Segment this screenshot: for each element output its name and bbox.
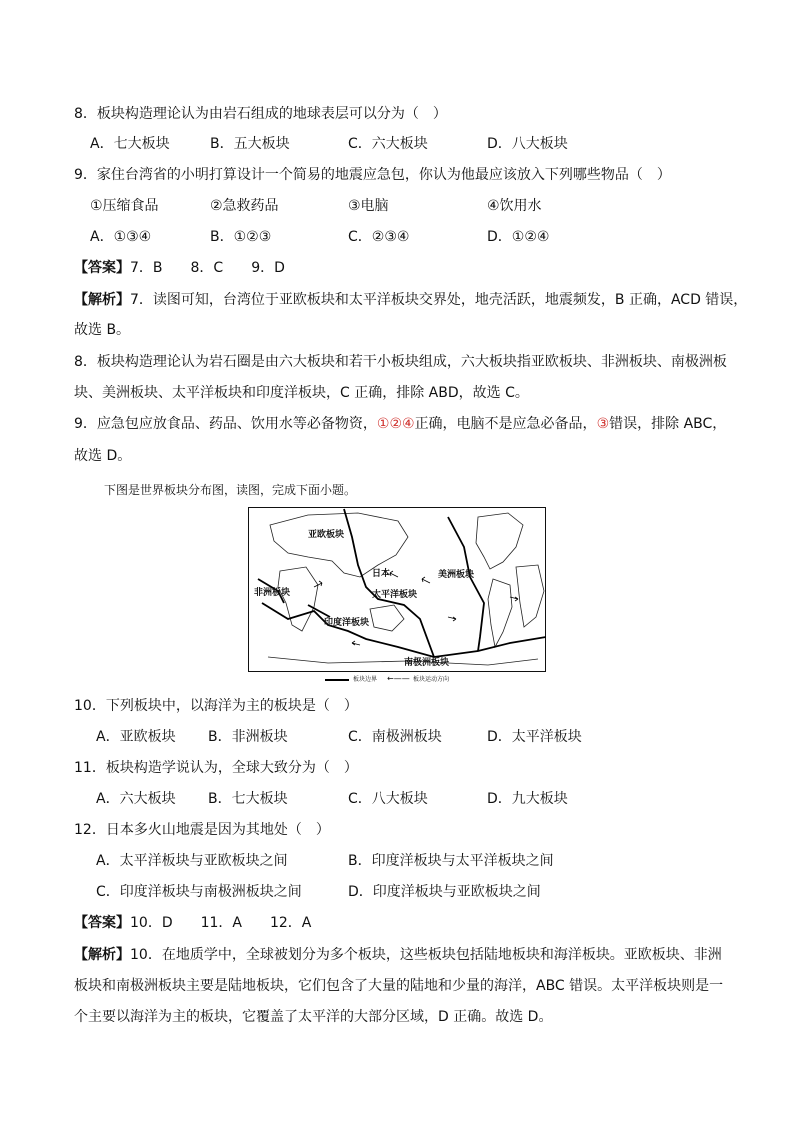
q11-option-a: A．六大板块 <box>96 791 176 807</box>
question-11-stem: 11．板块构造学说认为，全球大致分为（ ） <box>74 760 358 776</box>
question-12-stem: 12．日本多火山地震是因为其地处（ ） <box>74 822 330 838</box>
answer-tag: 【答案】 <box>74 915 130 931</box>
analysis-1-line-4: 块、美洲板块、太平洋板块和印度洋板块，C 正确，排除 ABD，故选 C。 <box>74 385 529 401</box>
analysis-2-line-2: 板块和南极洲板块主要是陆地板块，它们包含了大量的陆地和少量的海洋，ABC 错误。太平洋板块则是一 <box>74 978 724 994</box>
q9-item-4: ④饮用水 <box>487 198 542 214</box>
question-9-stem: 9．家住台湾省的小明打算设计一个简易的地震应急包，你认为他最应该放入下列哪些物品（ ） <box>74 167 671 183</box>
answer-block-2 <box>74 913 311 933</box>
analysis-tag: 【解析】 <box>74 947 130 963</box>
q10-option-c: C．南极洲板块 <box>348 729 442 745</box>
label-japan: 日本 <box>372 569 391 579</box>
q12-option-d: D．印度洋板块与亚欧板块之间 <box>348 884 541 900</box>
answer-text: 7．B 8．C 9．D <box>130 260 285 276</box>
analysis-text: 10．在地质学中，全球被划分为多个板块，这些板块包括陆地板块和海洋板块。亚欧板块、非洲 <box>130 947 722 963</box>
map-caption: 下图是世界板块分布图，读图，完成下面小题。 <box>104 483 357 497</box>
q11-option-b: B．七大板块 <box>208 791 288 807</box>
analysis-text: 错误，排除 ABC， <box>609 416 727 432</box>
q10-option-d: D．太平洋板块 <box>487 729 582 745</box>
q10-option-a: A．亚欧板块 <box>96 729 176 745</box>
answer-block-1 <box>74 258 285 278</box>
q12-option-c: C．印度洋板块与南极洲板块之间 <box>96 884 302 900</box>
label-pacific-plate: 太平洋板块 <box>372 590 418 600</box>
q11-option-d: D．九大板块 <box>487 791 568 807</box>
answer-text: 10．D 11．A 12．A <box>130 915 312 931</box>
q9-item-2: ②急救药品 <box>210 198 279 214</box>
q8-option-d: D．八大板块 <box>487 136 568 152</box>
q11-option-c: C．八大板块 <box>348 791 428 807</box>
legend-boundary-swatch <box>325 679 349 681</box>
analysis-1-line-3: 8．板块构造理论认为岩石圈是由六大板块和若干小板块组成，六大板块指亚欧板块、非洲板块、南极洲板 <box>74 354 727 370</box>
analysis-text: 7．读图可知，台湾位于亚欧板块和太平洋板块交界处，地壳活跃，地震频发，B 正确，ACD 错误， <box>130 292 748 308</box>
analysis-2-line-3: 个主要以海洋为主的板块，它覆盖了太平洋的大部分区域，D 正确。故选 D。 <box>74 1009 553 1025</box>
q9-option-a: A．①③④ <box>90 229 152 245</box>
legend-motion-label: 板块运动方向 <box>413 676 450 683</box>
label-eurasian-plate: 亚欧板块 <box>308 530 345 540</box>
q9-item-3: ③电脑 <box>348 198 389 214</box>
legend-arrow-icon: ←—— <box>387 674 410 683</box>
highlight-correct-items: ①②④ <box>376 416 415 432</box>
question-10-stem: 10．下列板块中，以海洋为主的板块是（ ） <box>74 698 358 714</box>
question-8-stem: 8．板块构造理论认为由岩石组成的地球表层可以分为（ ） <box>74 106 447 122</box>
analysis-tag: 【解析】 <box>74 292 130 308</box>
q9-option-c: C．②③④ <box>348 229 410 245</box>
analysis-block-2-line-1 <box>74 945 722 965</box>
q9-option-b: B．①②③ <box>210 229 272 245</box>
analysis-1-line-2: 故选 B。 <box>74 322 131 338</box>
q8-option-c: C．六大板块 <box>348 136 428 152</box>
world-plate-map <box>248 507 546 672</box>
q12-option-b: B．印度洋板块与太平洋板块之间 <box>348 853 554 869</box>
analysis-text: 正确，电脑不是应急必备品， <box>414 416 597 432</box>
label-african-plate: 非洲板块 <box>254 588 291 598</box>
q8-option-a: A．七大板块 <box>90 136 170 152</box>
analysis-text: 9．应急包应放食品、药品、饮用水等必备物资， <box>74 416 377 432</box>
legend-boundary-label: 板块边界 <box>353 676 378 683</box>
q10-option-b: B．非洲板块 <box>208 729 288 745</box>
label-indian-ocean-plate: 印度洋板块 <box>324 618 370 628</box>
q12-option-a: A．太平洋板块与亚欧板块之间 <box>96 853 288 869</box>
analysis-1-line-5 <box>74 414 726 434</box>
highlight-wrong-item: ③ <box>596 416 610 432</box>
analysis-1-line-6: 故选 D。 <box>74 448 132 464</box>
q9-option-d: D．①②④ <box>487 229 550 245</box>
label-antarctic-plate: 南极洲板块 <box>404 658 450 668</box>
q8-option-b: B．五大板块 <box>210 136 290 152</box>
analysis-block-1-line-1 <box>74 290 747 310</box>
answer-tag: 【答案】 <box>74 260 130 276</box>
map-legend <box>325 674 475 686</box>
label-american-plate: 美洲板块 <box>438 570 475 580</box>
q9-item-1: ①压缩食品 <box>90 198 159 214</box>
